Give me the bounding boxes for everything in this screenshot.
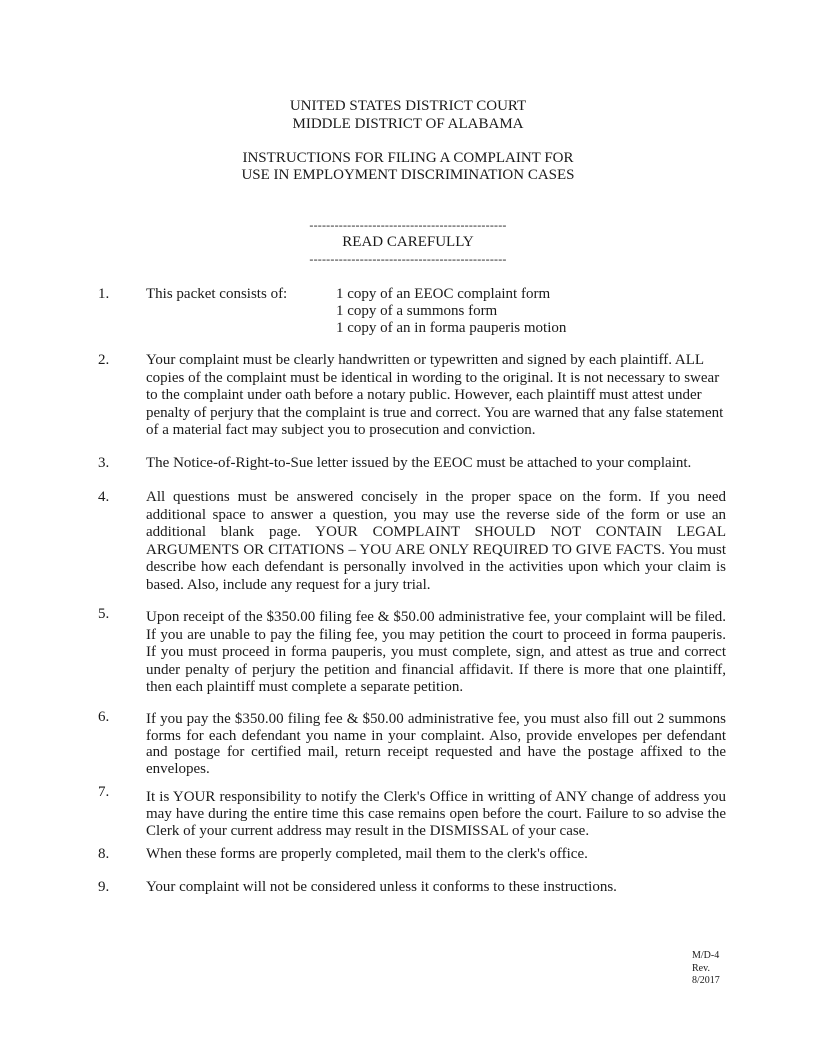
item-number: 5. bbox=[98, 606, 110, 622]
item-number: 9. bbox=[98, 879, 110, 895]
document-title-line1: INSTRUCTIONS FOR FILING A COMPLAINT FOR bbox=[242, 150, 574, 166]
item-number: 4. bbox=[98, 489, 110, 505]
item-text: When these forms are properly completed, mail them to the clerk's office. bbox=[146, 846, 588, 862]
packet-contents-list bbox=[336, 286, 566, 337]
item-number: 8. bbox=[98, 846, 110, 862]
item-text: It is YOUR responsibility to notify the Clerk's Office in writting of ANY change of address you may have during the entire time this case remains open before the court. Failure to so advise the Clerk of your current address may result in the DISMISSAL of your case. bbox=[146, 789, 726, 839]
list-item: 1 copy of an in forma pauperis motion bbox=[336, 320, 567, 336]
item-number: 2. bbox=[98, 352, 110, 368]
item-number: 1. bbox=[98, 286, 110, 302]
item-label: This packet consists of: bbox=[146, 286, 288, 302]
item-number: 6. bbox=[98, 709, 110, 725]
revision-date: 8/2017 bbox=[692, 975, 720, 986]
document-title-line2: USE IN EMPLOYMENT DISCRIMINATION CASES bbox=[241, 167, 575, 183]
item-text: Upon receipt of the $350.00 filing fee & $50.00 administrative fee, your complaint will be filed. If you are unable to pay the filing fee, you may petition the court to proceed in forma pauperis. If you must proceed in forma pauperis, you must complete, sign, and attest as true and correct under penalty of perjury the petition and financial affidavit. If there is more that one plaintiff, then each plaintiff must complete a separate petition. bbox=[146, 609, 726, 696]
list-item: 1 copy of an EEOC complaint form bbox=[336, 286, 551, 302]
item-text: The Notice-of-Right-to-Sue letter issued by the EEOC must be attached to your complaint. bbox=[146, 455, 692, 471]
revision-label: Rev. bbox=[692, 962, 710, 974]
divider-top: ----------------------------------------------- bbox=[309, 218, 507, 232]
court-name-line2: MIDDLE DISTRICT OF ALABAMA bbox=[292, 116, 524, 132]
form-revision-block bbox=[692, 950, 720, 988]
divider-bottom: ----------------------------------------------- bbox=[309, 252, 507, 266]
item-text: Your complaint will not be considered unless it conforms to these instructions. bbox=[146, 879, 617, 895]
item-text: Your complaint must be clearly handwritten or typewritten and signed by each plaintiff. ALL copies of the complaint must be identical in wording to the original. It is not necessary to swear to the complaint under oath before a notary public. However, each plaintiff must attest under penalty of perjury that the complaint is true and correct. You are warned that any false statement of a material fact may subject you to prosecution and conviction. bbox=[146, 352, 724, 439]
list-item: 1 copy of a summons form bbox=[336, 303, 498, 319]
item-text: All questions must be answered concisely in the proper space on the form. If you need additional space to answer a question, you may use the reverse side of the form or use an additional blank page. YOUR COMPLAINT SHOULD NOT CONTAIN LEGAL ARGUMENTS OR CITATIONS – YOU ARE ONLY REQUIRED TO GIVE FACTS. You must describe how each defendant is personally involved in the activities upon which your claim is based. Also, include any request for a jury trial. bbox=[146, 489, 726, 593]
read-carefully-heading: READ CAREFULLY bbox=[342, 234, 474, 250]
court-name-line1: UNITED STATES DISTRICT COURT bbox=[289, 98, 527, 114]
form-code: M/D-4 bbox=[692, 950, 720, 961]
item-text: If you pay the $350.00 filing fee & $50.00 administrative fee, you must also fill out 2 summons forms for each defendant you name in your complaint. Also, provide envelopes per defendant and postage for certified mail, return receipt requested and have the postage affixed to the envelopes. bbox=[146, 711, 726, 777]
item-number: 7. bbox=[98, 784, 110, 800]
item-number: 3. bbox=[98, 455, 110, 471]
